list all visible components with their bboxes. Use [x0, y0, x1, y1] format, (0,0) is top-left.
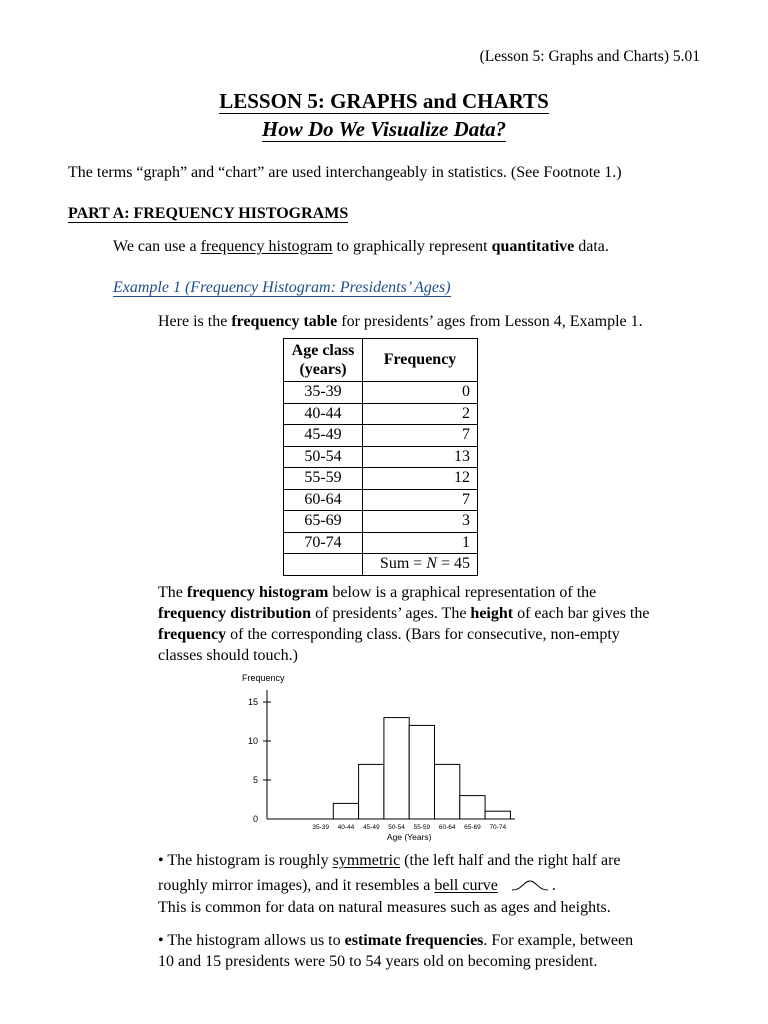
freq-cell: 2 [363, 403, 478, 425]
lesson-title: LESSON 5: GRAPHS and CHARTS [219, 89, 549, 113]
sum-cell: Sum = N = 45 [363, 554, 478, 576]
bell-curve-icon [510, 879, 550, 893]
table-row [284, 468, 478, 490]
age-cell: 40-44 [284, 403, 363, 425]
header-age-class: Age class (years) [284, 339, 363, 382]
freq-cell: 7 [363, 425, 478, 447]
bullet-symmetric-line-3: This is common for data on natural measures such as ages and heights. [158, 899, 611, 916]
age-cell: 35-39 [284, 382, 363, 404]
histogram-bar [485, 811, 510, 819]
x-tick-label: 45-49 [362, 824, 380, 831]
lesson-subtitle: How Do We Visualize Data? [261, 117, 507, 141]
histogram-bar [460, 796, 485, 819]
running-head: (Lesson 5: Graphs and Charts) 5.01 [479, 48, 700, 65]
table-row [284, 403, 478, 425]
age-cell: 45-49 [284, 425, 363, 447]
y-tick-label: 10 [247, 736, 258, 746]
freq-cell: 13 [363, 446, 478, 468]
x-axis-label: Age (Years) [386, 832, 432, 842]
age-cell: 70-74 [284, 532, 363, 554]
freq-cell: 12 [363, 468, 478, 490]
freq-cell: 3 [363, 511, 478, 533]
age-cell: 60-64 [284, 489, 363, 511]
x-tick-label: 35-39 [312, 824, 329, 831]
histogram-bar [333, 803, 358, 819]
histogram-bar [359, 764, 384, 819]
y-tick-label: 0 [252, 814, 258, 824]
x-tick-label: 65-69 [464, 824, 481, 831]
y-tick-label: 15 [247, 697, 258, 707]
part-a-heading: PART A: FREQUENCY HISTOGRAMS [68, 205, 349, 222]
x-tick-label: 50-54 [388, 824, 405, 831]
y-axis-label: Frequency [242, 673, 285, 683]
bullet-estimate-line-1: • The histogram allows us to estimate frequencies. For example, between [158, 932, 634, 949]
example-1-intro: Here is the frequency table for presidents’ ages from Lesson 4, Example 1. [158, 313, 643, 330]
part-a-intro: We can use a frequency histogram to graphically represent quantitative data. [113, 238, 609, 255]
table-row [284, 532, 478, 554]
histogram-bar [409, 725, 434, 819]
x-tick-label: 60-64 [438, 824, 456, 831]
empty-cell [284, 554, 363, 576]
histogram-bar [384, 718, 409, 819]
table-row [284, 446, 478, 468]
freq-cell: 1 [363, 532, 478, 554]
x-tick-label: 55-59 [413, 824, 431, 831]
table-sum-row [284, 554, 478, 576]
table-row [284, 382, 478, 404]
table-row [284, 489, 478, 511]
x-tick-label: 40-44 [337, 824, 355, 831]
frequency-histogram [230, 668, 530, 848]
header-frequency: Frequency [363, 339, 478, 382]
y-tick-label: 5 [252, 775, 258, 785]
x-tick-label: 70-74 [489, 824, 507, 831]
freq-cell: 0 [363, 382, 478, 404]
bullet-estimate-line-2: 10 and 15 presidents were 50 to 54 years old on becoming president. [158, 953, 598, 970]
table-header-row [284, 339, 478, 382]
bullet-symmetric-line-2: roughly mirror images), and it resembles a bell curve . [158, 877, 556, 894]
table-row [284, 511, 478, 533]
bullet-symmetric-line-1: • The histogram is roughly symmetric (the left half and the right half are [158, 852, 621, 869]
age-cell: 65-69 [284, 511, 363, 533]
age-cell: 50-54 [284, 446, 363, 468]
histogram-description: The frequency histogram below is a graphical representation of the frequency distribution of presidents’ ages. The height of each bar gives the frequency of the corresponding class. (Bars for consecutive, non-empty classes should touch.) [158, 584, 650, 664]
table-row [284, 425, 478, 447]
intro-text: The terms “graph” and “chart” are used interchangeably in statistics. (See Footnote 1.) [68, 164, 622, 181]
histogram-bar [435, 764, 460, 819]
age-cell: 55-59 [284, 468, 363, 490]
example-1-title: Example 1 (Frequency Histogram: Presidents’ Ages) [113, 279, 451, 296]
frequency-table [283, 338, 478, 576]
freq-cell: 7 [363, 489, 478, 511]
